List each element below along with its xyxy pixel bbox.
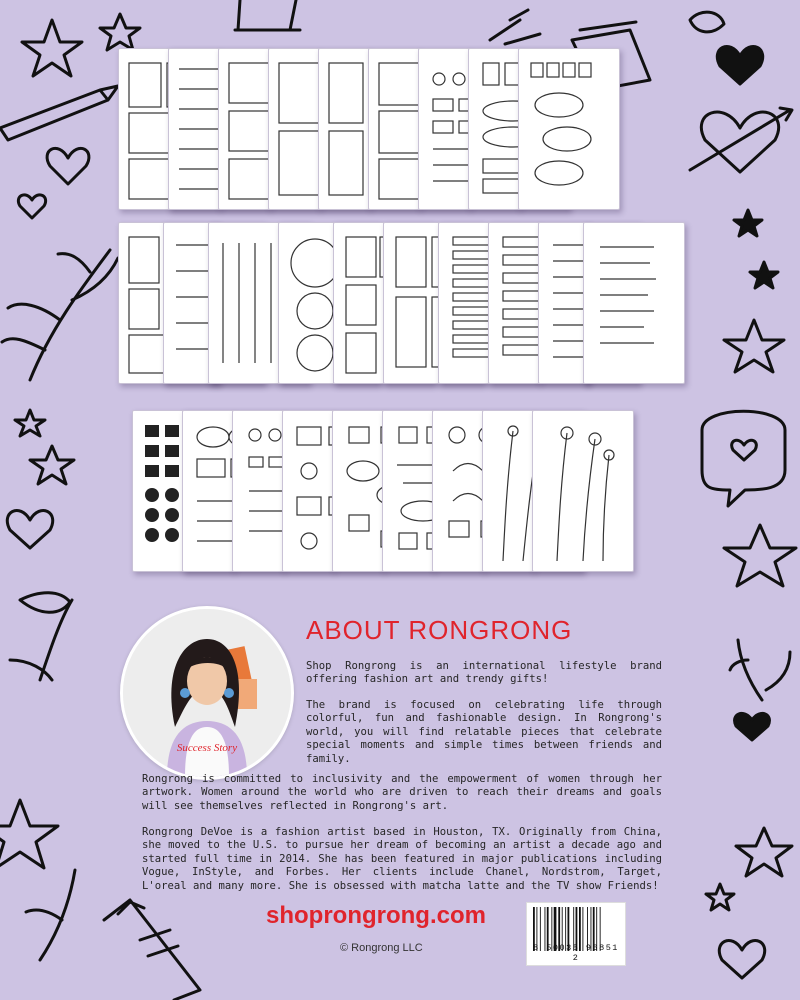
star-doodle-icon	[30, 446, 74, 484]
heart-doodle-icon	[719, 941, 764, 978]
leaf-doodle-icon	[26, 870, 75, 960]
heart-doodle-icon	[18, 195, 45, 218]
pencil-doodle-icon	[0, 86, 118, 140]
about-title: ABOUT RONGRONG	[306, 615, 573, 645]
sticker-sheet-fan-row-1	[118, 48, 678, 223]
sticker-sheet-fan-row-3	[118, 410, 678, 585]
star-doodle-icon	[750, 262, 778, 288]
star-doodle-icon	[724, 320, 784, 372]
heart-doodle-icon	[717, 47, 762, 84]
sticker-sheet	[532, 410, 634, 572]
speech-heart-doodle-icon	[702, 411, 785, 506]
about-paragraph-3: Rongrong is committed to inclusivity and the empowerment of women through her artwork. Women around the world who are driven to reach their dreams and goals will see themselves reflected in Rongrong's art.	[142, 773, 662, 812]
heart-doodle-icon	[735, 713, 770, 740]
about-paragraph-1: Shop Rongrong is an international lifestyle brand offering fashion art and trendy gifts!	[306, 660, 662, 686]
star-doodle-icon	[736, 828, 792, 876]
author-photo	[120, 606, 294, 780]
star-doodle-icon	[734, 210, 762, 236]
star-doodle-icon	[22, 20, 82, 76]
flower-doodle-icon	[690, 12, 724, 32]
heart-doodle-icon	[47, 148, 89, 184]
comet-doodle-icon	[490, 10, 540, 44]
heart-arrow-doodle-icon	[690, 108, 792, 172]
about-paragraph-2: The brand is focused on celebrating life through colorful, fun and fashionable design. In Rongrong's world, you will find relatable pieces that celebrate special moments and simple times between friends and family.	[306, 699, 662, 765]
website-link[interactable]: shoprongrong.com	[266, 902, 486, 929]
star-doodle-icon	[100, 14, 140, 50]
heart-doodle-icon	[7, 511, 52, 548]
phone-doodle-icon	[235, 0, 300, 30]
shirt-text: Success Story	[176, 742, 238, 754]
about-paragraph-4: Rongrong DeVoe is a fashion artist based in Houston, TX. Originally from China, she moved to the U.S. to pursue her dream of becoming an artist a decade ago and started full time in 2014. She has been featured in major publications including Vogue, InStyle, and Forbes. Her clients include Chanel, Nordstrom, Target, L'oreal and many more. She is obsessed with matcha latte and the TV show Friends!	[142, 826, 662, 892]
sticker-sheet-fan-row-2	[118, 222, 678, 397]
star-doodle-icon	[706, 884, 734, 910]
flower-doodle-icon	[10, 593, 72, 680]
star-doodle-icon	[15, 410, 45, 436]
star-doodle-icon	[724, 525, 796, 586]
plant-doodle-icon	[2, 250, 118, 380]
leaf-doodle-icon	[730, 640, 790, 700]
barcode-number: 8 50035 96851 2	[533, 943, 619, 963]
sticker-sheet	[583, 222, 685, 384]
clipboard-doodle-icon	[104, 900, 200, 1000]
copyright: © Rongrong LLC	[340, 942, 423, 954]
sticker-sheet	[518, 48, 620, 210]
barcode	[526, 902, 626, 966]
star-doodle-icon	[0, 800, 58, 868]
